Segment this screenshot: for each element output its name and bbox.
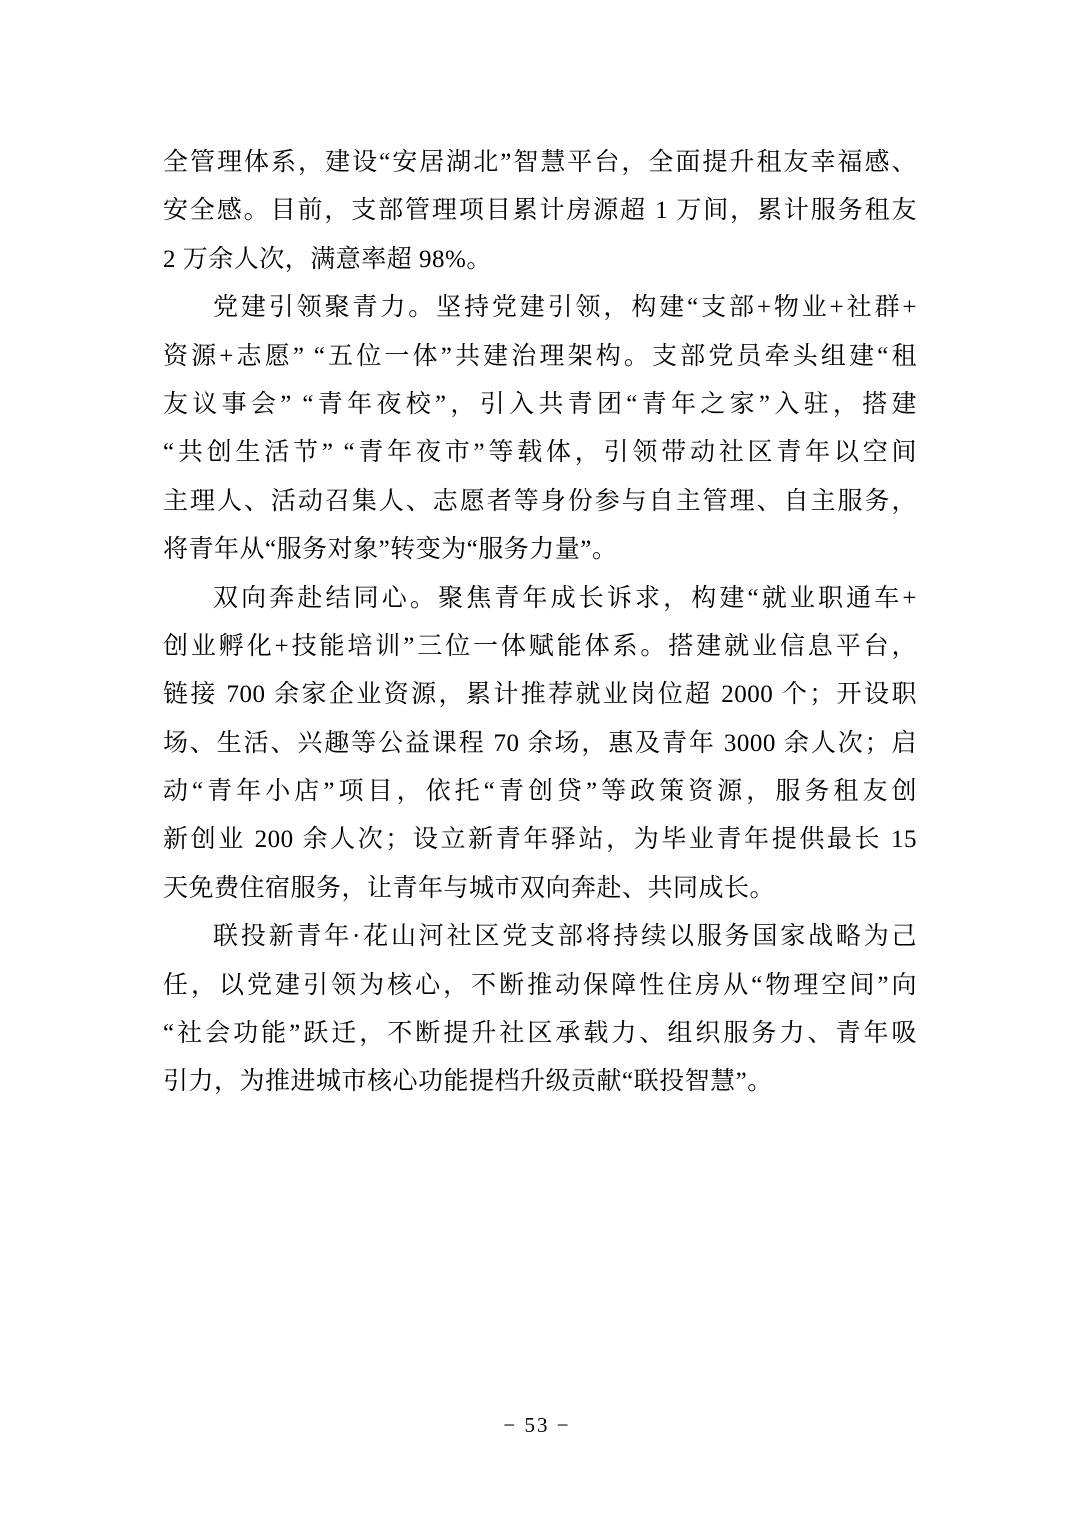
text-line: 任，以党建引领为核心，不断推动保障性住房从“物理空间”向 [163,971,917,999]
text-line: “共创生活节” “青年夜市”等载体，引领带动社区青年以空间 [163,439,917,467]
text-line: 动“青年小店”项目，依托“青创贷”等政策资源，服务租友创 [163,778,917,806]
text-line: 安全感。目前，支部管理项目累计房源超 1 万间，累计服务租友 [163,197,917,225]
text-line: 引力，为推进城市核心功能提档升级贡献“联投智慧”。 [163,1068,773,1096]
text-line: 党建引领聚青力。坚持党建引领，构建“支部+物业+社群+ [213,294,917,322]
text-line: 资源+志愿” “五位一体”共建治理架构。支部党员牵头组建“租 [163,342,917,370]
text-line: 场、生活、兴趣等公益课程 70 余场，惠及青年 3000 余人次；启 [163,729,917,757]
text-line: 友议事会” “青年夜校”，引入共青团“青年之家”入驻，搭建 [163,390,917,418]
text-line: 链接 700 余家企业资源，累计推荐就业岗位超 2000 个；开设职 [163,681,917,709]
text-line: “社会功能”跃迁，不断提升社区承载力、组织服务力、青年吸 [163,1020,917,1048]
text-line: 新创业 200 余人次；设立新青年驿站，为毕业青年提供最长 15 [163,826,917,854]
text-line: 联投新青年·花山河社区党支部将持续以服务国家战略为己 [213,923,917,951]
text-line: 双向奔赴结同心。聚焦青年成长诉求，构建“就业职通车+ [213,584,917,612]
text-line: 天免费住宿服务，让青年与城市双向奔赴、共同成长。 [163,874,776,902]
text-line: 2 万余人次，满意率超 98%。 [163,245,492,273]
text-line: 全管理体系，建设“安居湖北”智慧平台，全面提升租友幸福感、 [163,149,917,176]
text-line: 主理人、活动召集人、志愿者等身份参与自主管理、自主服务， [163,487,917,515]
page-number: − 53 − [503,1413,571,1437]
text-line: 创业孵化+技能培训”三位一体赋能体系。搭建就业信息平台， [163,632,917,660]
document-body [163,139,917,1107]
text-line: 将青年从“服务对象”转变为“服务力量”。 [163,536,618,564]
